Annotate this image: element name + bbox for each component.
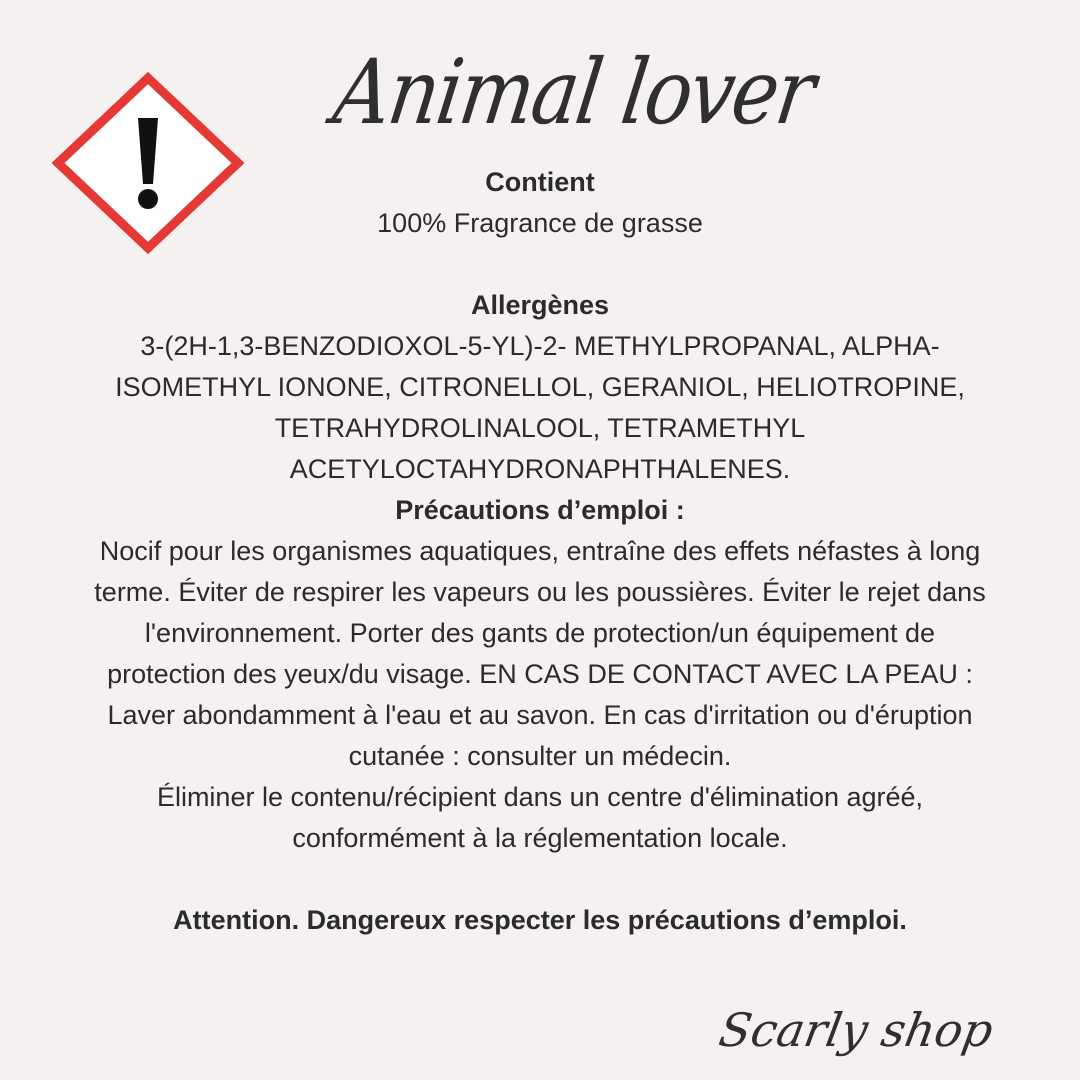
precautions-line: Éliminer le contenu/récipient dans un centre d'élimination agréé, <box>156 782 924 812</box>
contient-text: 100% Fragrance de grasse <box>377 208 703 238</box>
label-content <box>40 162 1040 941</box>
spacer <box>40 244 1040 285</box>
contient-heading: Contient <box>485 167 595 197</box>
shop-signature: Scarly shop <box>715 1003 998 1057</box>
precautions-line: Nocif pour les organismes aquatiques, entraîne des effets néfastes à long <box>99 536 981 566</box>
allergenes-heading: Allergènes <box>470 290 610 320</box>
spacer <box>40 859 1040 900</box>
allergenes-line: ISOMETHYL IONONE, CITRONELLOL, GERANIOL, HELIOTROPINE, <box>115 372 965 402</box>
precautions-line: protection des yeux/du visage. EN CAS DE CONTACT AVEC LA PEAU : <box>107 659 973 689</box>
allergenes-line: TETRAHYDROLINALOOL, TETRAMETHYL <box>274 413 806 443</box>
precautions-heading: Précautions d’emploi : <box>395 495 685 525</box>
precautions-line: l'environnement. Porter des gants de protection/un équipement de <box>144 618 936 648</box>
allergenes-line: ACETYLOCTAHYDRONAPHTHALENES. <box>289 454 791 484</box>
warning-text: Attention. Dangereux respecter les précautions d’emploi. <box>173 905 907 935</box>
product-title: Animal lover <box>327 41 820 145</box>
precautions-line: Laver abondamment à l'eau et au savon. En cas d'irritation ou d'éruption <box>107 700 973 730</box>
precautions-line: terme. Éviter de respirer les vapeurs ou les poussières. Éviter le rejet dans <box>94 577 986 607</box>
allergenes-line: 3-(2H-1,3-BENZODIOXOL-5-YL)-2- METHYLPROPANAL, ALPHA- <box>140 331 940 361</box>
precautions-line: conformément à la réglementation locale. <box>292 823 788 853</box>
precautions-line: cutanée : consulter un médecin. <box>348 741 732 771</box>
